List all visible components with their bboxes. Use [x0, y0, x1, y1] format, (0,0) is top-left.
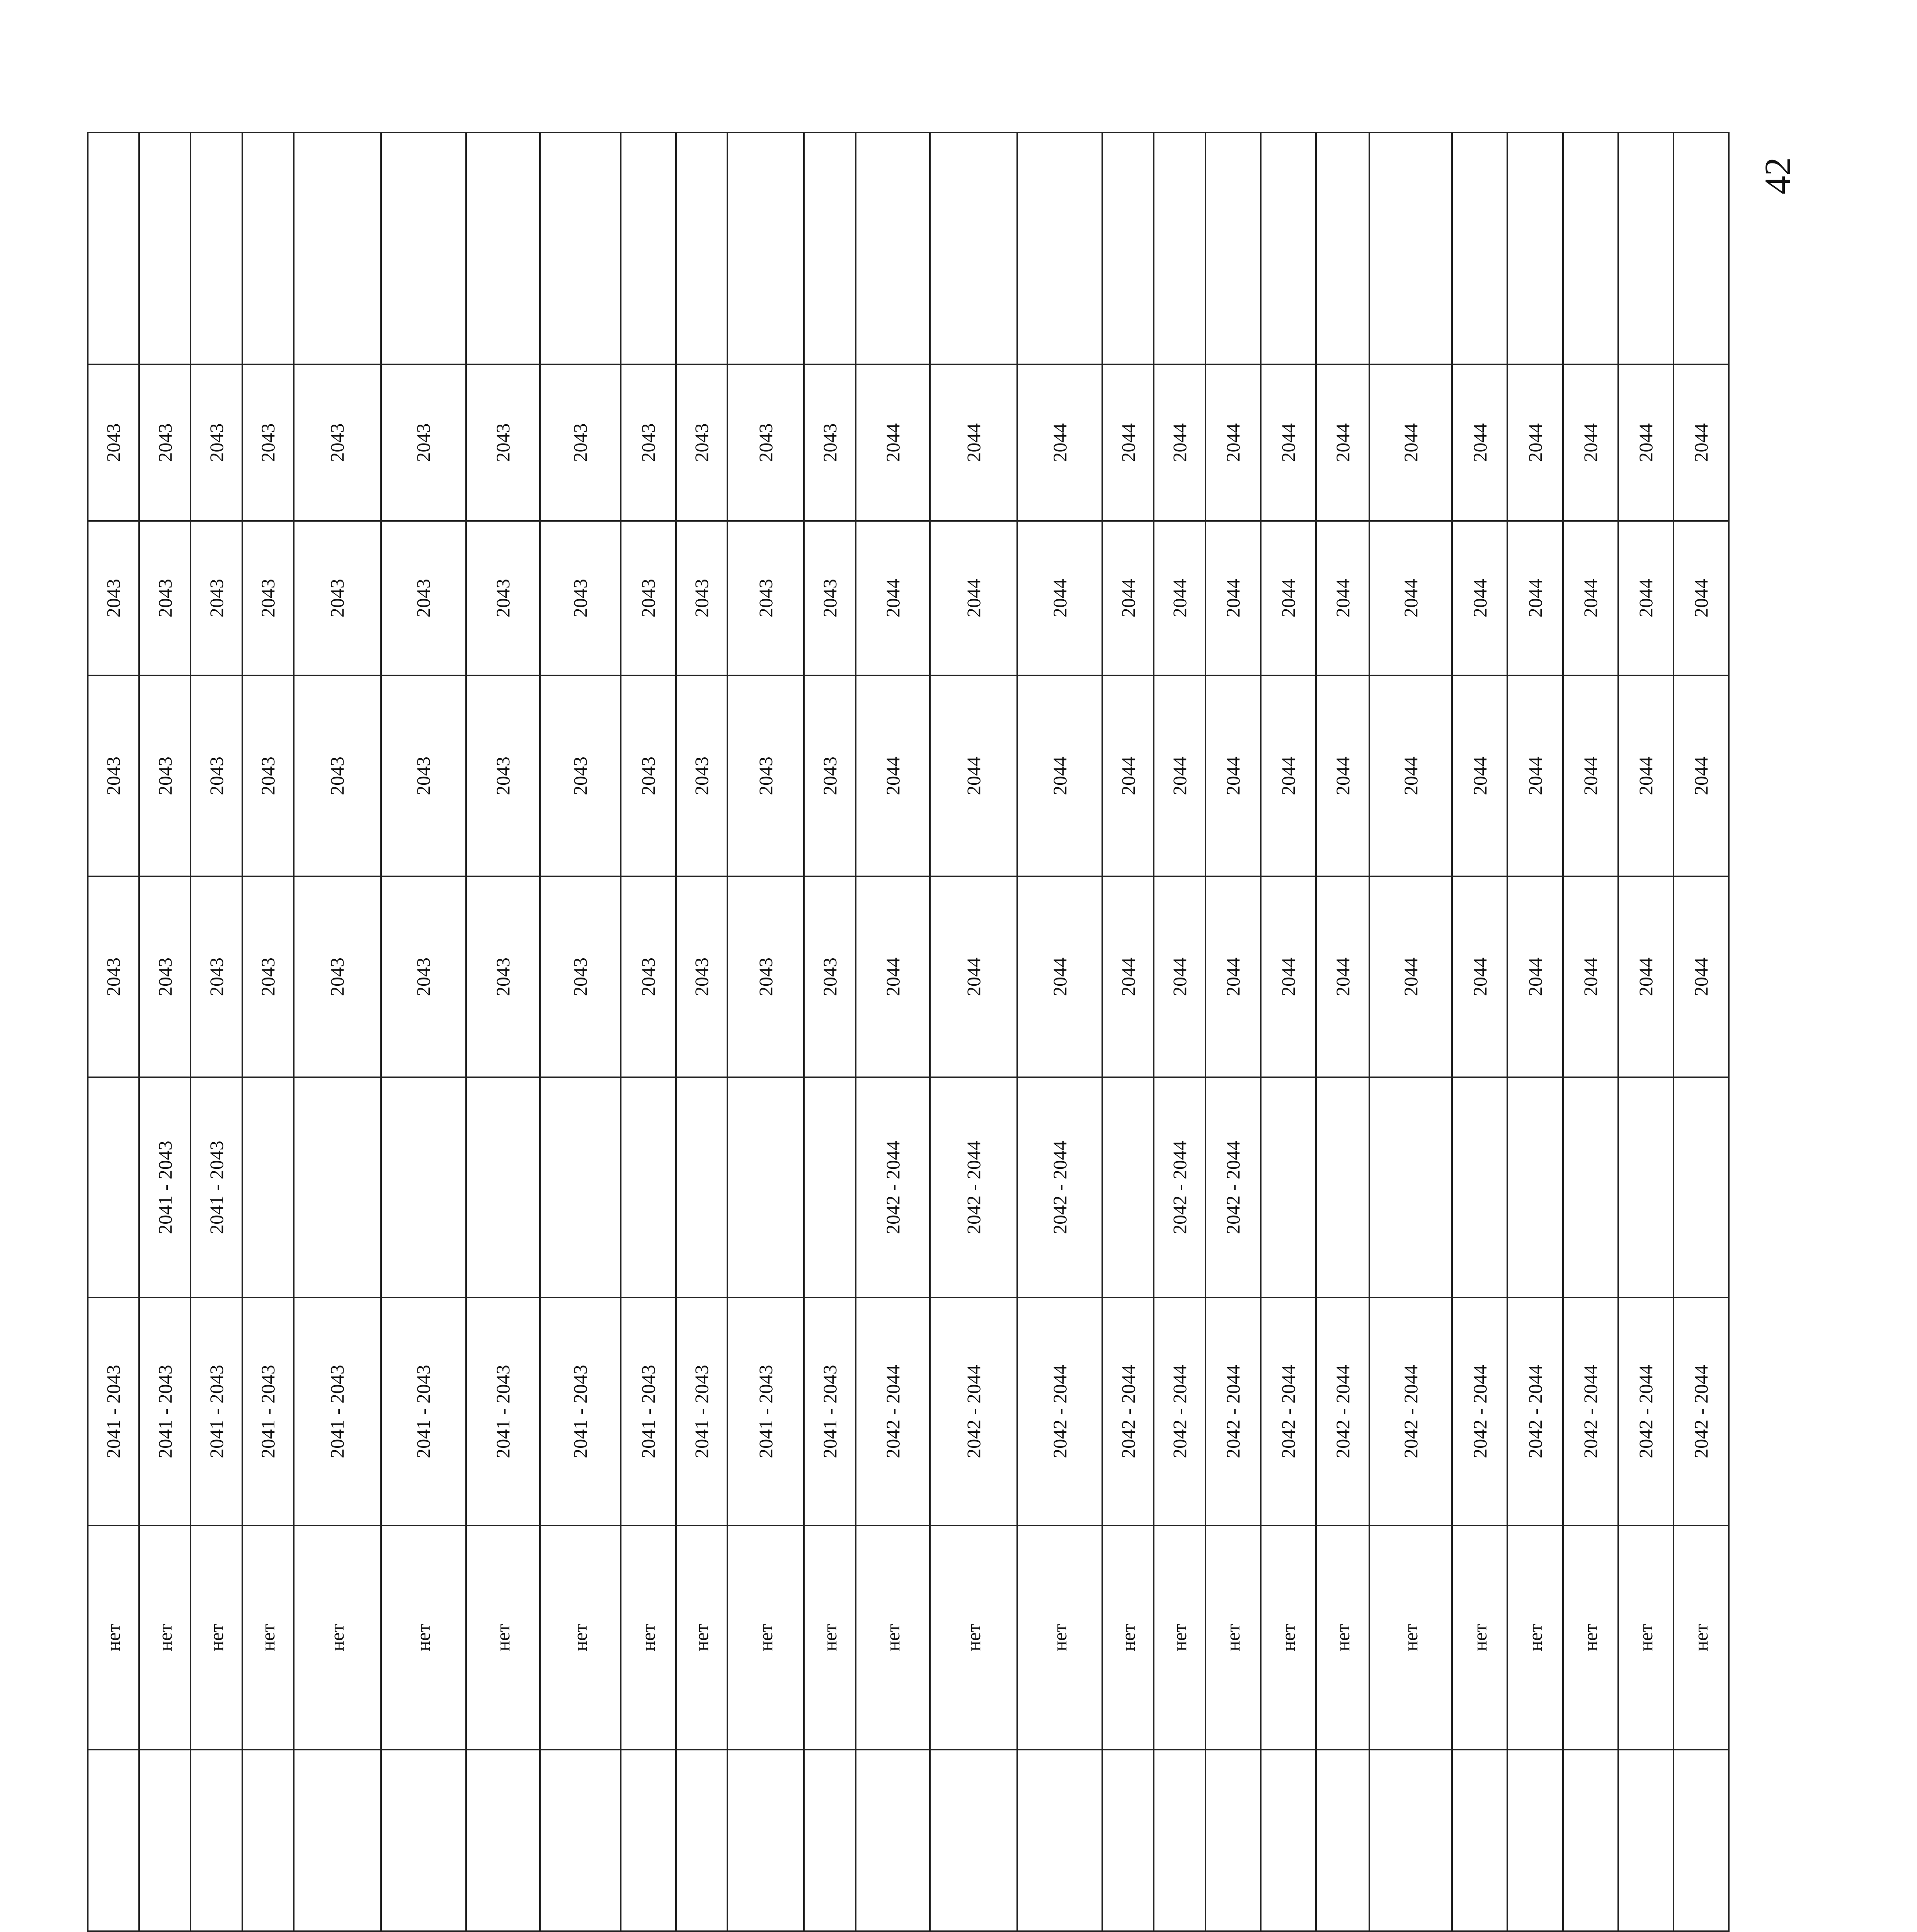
year-cell-b: 2043: [294, 675, 381, 876]
year-cell-a: 2043: [676, 876, 727, 1077]
requirement-flag-cell: нет: [1507, 1526, 1563, 1750]
requirement-flag-cell: нет: [1563, 1526, 1618, 1750]
trailing-empty-cell: [88, 133, 139, 364]
period-cell: 2042 - 2044: [1674, 1298, 1729, 1526]
period-secondary-cell: [676, 1077, 727, 1298]
table-body: [88, 133, 1729, 1932]
empty-column-cell: [139, 1750, 191, 1931]
table-row: [1261, 133, 1316, 1932]
year-cell-d: 2044: [1369, 364, 1452, 521]
period-secondary-cell: 2042 - 2044: [1154, 1077, 1205, 1298]
table-row: [191, 133, 242, 1932]
year-cell-c: 2044: [1507, 521, 1563, 675]
period-secondary-cell: [621, 1077, 676, 1298]
year-cell-a: 2043: [381, 876, 466, 1077]
year-cell-c: 2044: [1102, 521, 1154, 675]
year-cell-a: 2044: [1017, 876, 1102, 1077]
requirement-flag-cell: нет: [88, 1526, 139, 1750]
empty-column-cell: [1452, 1750, 1507, 1931]
period-secondary-cell: [88, 1077, 139, 1298]
requirement-flag-cell: нет: [1369, 1526, 1452, 1750]
trailing-empty-cell: [1563, 133, 1618, 364]
empty-column-cell: [1369, 1750, 1452, 1931]
trailing-empty-cell: [1618, 133, 1674, 364]
empty-column-cell: [1205, 1750, 1261, 1931]
trailing-empty-cell: [1261, 133, 1316, 364]
empty-column-cell: [1017, 1750, 1102, 1931]
year-cell-a: 2043: [540, 876, 621, 1077]
requirement-flag-cell: нет: [139, 1526, 191, 1750]
table-row: [294, 133, 381, 1932]
year-cell-c: 2043: [540, 521, 621, 675]
year-cell-d: 2044: [1261, 364, 1316, 521]
trailing-empty-cell: [856, 133, 930, 364]
table-row: [1316, 133, 1369, 1932]
year-cell-c: 2043: [381, 521, 466, 675]
empty-column-cell: [1618, 1750, 1674, 1931]
table-row: [540, 133, 621, 1932]
requirement-flag-cell: нет: [621, 1526, 676, 1750]
requirement-flag-cell: нет: [856, 1526, 930, 1750]
year-cell-a: 2044: [1618, 876, 1674, 1077]
year-cell-a: 2043: [139, 876, 191, 1077]
period-secondary-cell: [1102, 1077, 1154, 1298]
empty-column-cell: [381, 1750, 466, 1931]
period-secondary-cell: 2042 - 2044: [930, 1077, 1017, 1298]
year-cell-b: 2044: [930, 675, 1017, 876]
requirement-flag-cell: нет: [1452, 1526, 1507, 1750]
period-cell: 2042 - 2044: [1369, 1298, 1452, 1526]
period-cell: 2041 - 2043: [466, 1298, 540, 1526]
year-cell-b: 2043: [242, 675, 294, 876]
year-cell-a: 2043: [294, 876, 381, 1077]
empty-column-cell: [294, 1750, 381, 1931]
trailing-empty-cell: [1369, 133, 1452, 364]
year-cell-b: 2043: [676, 675, 727, 876]
year-cell-a: 2044: [930, 876, 1017, 1077]
housing-register-table: [87, 132, 1730, 1932]
rotated-table-frame: [87, 133, 1730, 1932]
period-secondary-cell: [242, 1077, 294, 1298]
period-cell: 2042 - 2044: [1261, 1298, 1316, 1526]
period-cell: 2041 - 2043: [727, 1298, 804, 1526]
trailing-empty-cell: [930, 133, 1017, 364]
period-secondary-cell: [1674, 1077, 1729, 1298]
table-row: [1017, 133, 1102, 1932]
year-cell-a: 2044: [1452, 876, 1507, 1077]
empty-column-cell: [1102, 1750, 1154, 1931]
period-cell: 2041 - 2043: [804, 1298, 855, 1526]
requirement-flag-cell: нет: [466, 1526, 540, 1750]
page-number: 42: [1757, 157, 1798, 194]
table-row: [1452, 133, 1507, 1932]
table-row: [1154, 133, 1205, 1932]
empty-column-cell: [466, 1750, 540, 1931]
empty-column-cell: [88, 1750, 139, 1931]
year-cell-d: 2043: [466, 364, 540, 521]
empty-column-cell: [856, 1750, 930, 1931]
period-cell: 2042 - 2044: [1205, 1298, 1261, 1526]
period-secondary-cell: [1261, 1077, 1316, 1298]
year-cell-a: 2043: [242, 876, 294, 1077]
year-cell-b: 2043: [621, 675, 676, 876]
trailing-empty-cell: [1154, 133, 1205, 364]
period-cell: 2042 - 2044: [1507, 1298, 1563, 1526]
period-secondary-cell: [1452, 1077, 1507, 1298]
trailing-empty-cell: [1205, 133, 1261, 364]
empty-column-cell: [930, 1750, 1017, 1931]
period-secondary-cell: 2042 - 2044: [856, 1077, 930, 1298]
year-cell-d: 2044: [1017, 364, 1102, 521]
table-row: [804, 133, 855, 1932]
year-cell-a: 2043: [466, 876, 540, 1077]
trailing-empty-cell: [242, 133, 294, 364]
requirement-flag-cell: нет: [1154, 1526, 1205, 1750]
year-cell-b: 2044: [1674, 675, 1729, 876]
year-cell-c: 2044: [1452, 521, 1507, 675]
period-secondary-cell: 2042 - 2044: [1205, 1077, 1261, 1298]
table-row: [1674, 133, 1729, 1932]
year-cell-c: 2044: [1563, 521, 1618, 675]
year-cell-a: 2043: [191, 876, 242, 1077]
period-cell: 2041 - 2043: [540, 1298, 621, 1526]
year-cell-b: 2044: [856, 675, 930, 876]
period-cell: 2041 - 2043: [294, 1298, 381, 1526]
year-cell-a: 2043: [727, 876, 804, 1077]
year-cell-b: 2044: [1563, 675, 1618, 876]
requirement-flag-cell: нет: [1205, 1526, 1261, 1750]
period-secondary-cell: [727, 1077, 804, 1298]
year-cell-b: 2043: [139, 675, 191, 876]
year-cell-c: 2043: [804, 521, 855, 675]
year-cell-a: 2044: [1102, 876, 1154, 1077]
table-row: [930, 133, 1017, 1932]
table-row: [856, 133, 930, 1932]
year-cell-b: 2044: [1369, 675, 1452, 876]
table-row: [1369, 133, 1452, 1932]
year-cell-a: 2043: [621, 876, 676, 1077]
empty-column-cell: [621, 1750, 676, 1931]
empty-column-cell: [191, 1750, 242, 1931]
period-cell: 2042 - 2044: [1017, 1298, 1102, 1526]
year-cell-d: 2044: [1618, 364, 1674, 521]
table-row: [88, 133, 139, 1932]
empty-column-cell: [1154, 1750, 1205, 1931]
period-cell: 2042 - 2044: [1563, 1298, 1618, 1526]
requirement-flag-cell: нет: [727, 1526, 804, 1750]
year-cell-b: 2043: [88, 675, 139, 876]
trailing-empty-cell: [191, 133, 242, 364]
year-cell-a: 2044: [1205, 876, 1261, 1077]
year-cell-d: 2044: [1563, 364, 1618, 521]
period-cell: 2042 - 2044: [1154, 1298, 1205, 1526]
year-cell-c: 2044: [930, 521, 1017, 675]
empty-column-cell: [676, 1750, 727, 1931]
period-cell: 2041 - 2043: [139, 1298, 191, 1526]
year-cell-d: 2044: [1316, 364, 1369, 521]
table-row: [139, 133, 191, 1932]
trailing-empty-cell: [621, 133, 676, 364]
trailing-empty-cell: [466, 133, 540, 364]
year-cell-b: 2043: [466, 675, 540, 876]
empty-column-cell: [804, 1750, 855, 1931]
year-cell-a: 2043: [88, 876, 139, 1077]
year-cell-c: 2043: [294, 521, 381, 675]
year-cell-d: 2043: [540, 364, 621, 521]
period-cell: 2042 - 2044: [1316, 1298, 1369, 1526]
year-cell-b: 2044: [1452, 675, 1507, 876]
year-cell-b: 2043: [540, 675, 621, 876]
year-cell-a: 2044: [1261, 876, 1316, 1077]
requirement-flag-cell: нет: [676, 1526, 727, 1750]
year-cell-b: 2044: [1102, 675, 1154, 876]
year-cell-b: 2044: [1507, 675, 1563, 876]
year-cell-c: 2044: [1261, 521, 1316, 675]
trailing-empty-cell: [1017, 133, 1102, 364]
requirement-flag-cell: нет: [930, 1526, 1017, 1750]
year-cell-d: 2043: [621, 364, 676, 521]
table-row: [1563, 133, 1618, 1932]
period-secondary-cell: [294, 1077, 381, 1298]
year-cell-a: 2044: [856, 876, 930, 1077]
year-cell-a: 2044: [1369, 876, 1452, 1077]
period-secondary-cell: [540, 1077, 621, 1298]
table-row: [1507, 133, 1563, 1932]
year-cell-b: 2043: [381, 675, 466, 876]
year-cell-c: 2044: [856, 521, 930, 675]
period-cell: 2042 - 2044: [856, 1298, 930, 1526]
empty-column-cell: [1563, 1750, 1618, 1931]
year-cell-c: 2043: [191, 521, 242, 675]
period-secondary-cell: 2041 - 2043: [191, 1077, 242, 1298]
requirement-flag-cell: нет: [1674, 1526, 1729, 1750]
period-cell: 2041 - 2043: [191, 1298, 242, 1526]
table-row: [381, 133, 466, 1932]
year-cell-d: 2043: [676, 364, 727, 521]
trailing-empty-cell: [1452, 133, 1507, 364]
year-cell-d: 2044: [1154, 364, 1205, 521]
empty-column-cell: [1674, 1750, 1729, 1931]
year-cell-d: 2043: [294, 364, 381, 521]
requirement-flag-cell: нет: [1261, 1526, 1316, 1750]
year-cell-d: 2044: [1205, 364, 1261, 521]
year-cell-d: 2043: [804, 364, 855, 521]
trailing-empty-cell: [727, 133, 804, 364]
year-cell-d: 2044: [1452, 364, 1507, 521]
year-cell-b: 2044: [1154, 675, 1205, 876]
empty-column-cell: [1507, 1750, 1563, 1931]
year-cell-a: 2044: [1507, 876, 1563, 1077]
period-secondary-cell: [804, 1077, 855, 1298]
period-cell: 2041 - 2043: [381, 1298, 466, 1526]
trailing-empty-cell: [1102, 133, 1154, 364]
year-cell-a: 2043: [804, 876, 855, 1077]
year-cell-d: 2044: [1507, 364, 1563, 521]
period-secondary-cell: [1563, 1077, 1618, 1298]
period-secondary-cell: [1618, 1077, 1674, 1298]
year-cell-c: 2043: [676, 521, 727, 675]
year-cell-c: 2044: [1205, 521, 1261, 675]
trailing-empty-cell: [1674, 133, 1729, 364]
requirement-flag-cell: нет: [294, 1526, 381, 1750]
year-cell-d: 2043: [191, 364, 242, 521]
period-cell: 2042 - 2044: [1102, 1298, 1154, 1526]
year-cell-b: 2043: [727, 675, 804, 876]
period-cell: 2041 - 2043: [88, 1298, 139, 1526]
trailing-empty-cell: [294, 133, 381, 364]
year-cell-a: 2044: [1563, 876, 1618, 1077]
period-secondary-cell: [1369, 1077, 1452, 1298]
period-secondary-cell: 2042 - 2044: [1017, 1077, 1102, 1298]
trailing-empty-cell: [139, 133, 191, 364]
period-secondary-cell: [466, 1077, 540, 1298]
year-cell-c: 2044: [1154, 521, 1205, 675]
year-cell-d: 2043: [242, 364, 294, 521]
year-cell-c: 2044: [1618, 521, 1674, 675]
requirement-flag-cell: нет: [242, 1526, 294, 1750]
table-row: [727, 133, 804, 1932]
year-cell-d: 2044: [930, 364, 1017, 521]
year-cell-c: 2044: [1017, 521, 1102, 675]
year-cell-c: 2043: [466, 521, 540, 675]
period-secondary-cell: [1316, 1077, 1369, 1298]
year-cell-b: 2044: [1017, 675, 1102, 876]
requirement-flag-cell: нет: [1017, 1526, 1102, 1750]
year-cell-d: 2044: [1102, 364, 1154, 521]
year-cell-d: 2043: [88, 364, 139, 521]
year-cell-d: 2044: [1674, 364, 1729, 521]
requirement-flag-cell: нет: [540, 1526, 621, 1750]
table-row: [621, 133, 676, 1932]
trailing-empty-cell: [381, 133, 466, 364]
requirement-flag-cell: нет: [191, 1526, 242, 1750]
year-cell-c: 2043: [621, 521, 676, 675]
table-row: [1102, 133, 1154, 1932]
trailing-empty-cell: [540, 133, 621, 364]
period-secondary-cell: [381, 1077, 466, 1298]
period-secondary-cell: 2041 - 2043: [139, 1077, 191, 1298]
trailing-empty-cell: [1507, 133, 1563, 364]
empty-column-cell: [1261, 1750, 1316, 1931]
table-row: [466, 133, 540, 1932]
year-cell-b: 2043: [804, 675, 855, 876]
period-cell: 2042 - 2044: [1452, 1298, 1507, 1526]
year-cell-d: 2044: [856, 364, 930, 521]
trailing-empty-cell: [804, 133, 855, 364]
year-cell-d: 2043: [727, 364, 804, 521]
trailing-empty-cell: [676, 133, 727, 364]
empty-column-cell: [540, 1750, 621, 1931]
requirement-flag-cell: нет: [1618, 1526, 1674, 1750]
period-cell: 2041 - 2043: [242, 1298, 294, 1526]
year-cell-b: 2044: [1316, 675, 1369, 876]
period-cell: 2041 - 2043: [676, 1298, 727, 1526]
empty-column-cell: [727, 1750, 804, 1931]
requirement-flag-cell: нет: [381, 1526, 466, 1750]
trailing-empty-cell: [1316, 133, 1369, 364]
year-cell-c: 2044: [1369, 521, 1452, 675]
year-cell-b: 2043: [191, 675, 242, 876]
year-cell-a: 2044: [1154, 876, 1205, 1077]
year-cell-c: 2043: [727, 521, 804, 675]
year-cell-c: 2043: [242, 521, 294, 675]
period-cell: 2042 - 2044: [1618, 1298, 1674, 1526]
year-cell-a: 2044: [1674, 876, 1729, 1077]
year-cell-c: 2044: [1316, 521, 1369, 675]
year-cell-c: 2044: [1674, 521, 1729, 675]
year-cell-b: 2044: [1618, 675, 1674, 876]
year-cell-c: 2043: [88, 521, 139, 675]
year-cell-d: 2043: [139, 364, 191, 521]
year-cell-d: 2043: [381, 364, 466, 521]
period-cell: 2042 - 2044: [930, 1298, 1017, 1526]
requirement-flag-cell: нет: [804, 1526, 855, 1750]
table-row: [1618, 133, 1674, 1932]
table-row: [1205, 133, 1261, 1932]
requirement-flag-cell: нет: [1316, 1526, 1369, 1750]
empty-column-cell: [1316, 1750, 1369, 1931]
year-cell-b: 2044: [1205, 675, 1261, 876]
period-cell: 2041 - 2043: [621, 1298, 676, 1526]
year-cell-c: 2043: [139, 521, 191, 675]
period-secondary-cell: [1507, 1077, 1563, 1298]
year-cell-a: 2044: [1316, 876, 1369, 1077]
year-cell-b: 2044: [1261, 675, 1316, 876]
table-row: [676, 133, 727, 1932]
table-row: [242, 133, 294, 1932]
requirement-flag-cell: нет: [1102, 1526, 1154, 1750]
empty-column-cell: [242, 1750, 294, 1931]
